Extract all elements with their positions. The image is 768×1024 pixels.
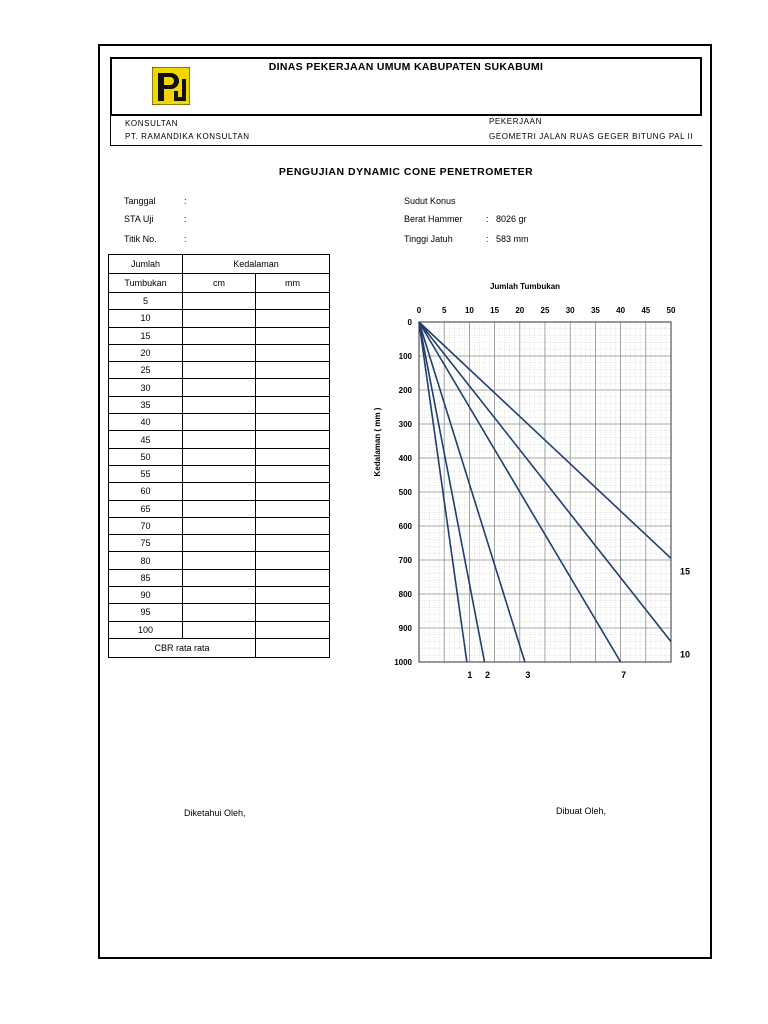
- row-tumbukan: 10: [109, 310, 183, 327]
- row-cm-cell[interactable]: [183, 414, 256, 431]
- series-label-3: 3: [525, 670, 531, 680]
- row-cm-cell[interactable]: [183, 344, 256, 361]
- x-tick-label: 25: [540, 306, 550, 315]
- signature-right: Dibuat Oleh,: [556, 806, 607, 816]
- row-mm-cell[interactable]: [256, 448, 330, 465]
- row-tumbukan: 70: [109, 517, 183, 534]
- form-title: PENGUJIAN DYNAMIC CONE PENETROMETER: [278, 166, 534, 178]
- row-tumbukan: 60: [109, 483, 183, 500]
- row-cm-cell[interactable]: [183, 517, 256, 534]
- row-cm-cell[interactable]: [183, 448, 256, 465]
- row-tumbukan: 45: [109, 431, 183, 448]
- y-tick-label: 600: [398, 522, 412, 531]
- header-box: [110, 57, 702, 116]
- row-cm-cell[interactable]: [183, 293, 256, 310]
- field-value-hammer: 8026 gr: [496, 214, 527, 224]
- table-row: [109, 327, 330, 344]
- consultant-name: PT. RAMANDIKA KONSULTAN: [125, 132, 250, 141]
- x-tick-label: 15: [490, 306, 500, 315]
- row-mm-cell[interactable]: [256, 483, 330, 500]
- dcp-table: [108, 254, 330, 658]
- field-sep-hammer: :: [486, 214, 489, 224]
- dcp-chart: [360, 276, 700, 686]
- signature-left: Diketahui Oleh,: [184, 808, 246, 818]
- row-mm-cell[interactable]: [256, 465, 330, 482]
- table-row: [109, 448, 330, 465]
- table-row: [109, 500, 330, 517]
- field-sep-titik: :: [184, 234, 187, 244]
- table-row: [109, 604, 330, 621]
- row-cm-cell[interactable]: [183, 327, 256, 344]
- series-label-7: 7: [621, 670, 627, 680]
- row-cm-cell[interactable]: [183, 310, 256, 327]
- row-cm-cell[interactable]: [183, 431, 256, 448]
- pu-logo-icon: [152, 67, 190, 105]
- row-cm-cell[interactable]: [183, 587, 256, 604]
- row-mm-cell[interactable]: [256, 431, 330, 448]
- row-tumbukan: 30: [109, 379, 183, 396]
- header-tumbukan: Tumbukan: [109, 274, 183, 293]
- table-row: [109, 379, 330, 396]
- header-cm: cm: [183, 274, 256, 293]
- row-mm-cell[interactable]: [256, 587, 330, 604]
- table-row: [109, 517, 330, 534]
- row-mm-cell[interactable]: [256, 500, 330, 517]
- row-mm-cell[interactable]: [256, 569, 330, 586]
- row-mm-cell[interactable]: [256, 621, 330, 638]
- row-tumbukan: 85: [109, 569, 183, 586]
- row-mm-cell[interactable]: [256, 379, 330, 396]
- row-mm-cell[interactable]: [256, 344, 330, 361]
- field-label-titik: Titik No.: [124, 234, 157, 244]
- x-tick-label: 50: [666, 306, 676, 315]
- sub-header: [110, 116, 702, 146]
- job-name: GEOMETRI JALAN RUAS GEGER BITUNG PAL II: [489, 132, 694, 141]
- table-footer-row: [109, 638, 330, 657]
- table-header-row-2: [109, 274, 330, 293]
- row-tumbukan: 90: [109, 587, 183, 604]
- x-tick-label: 45: [641, 306, 651, 315]
- table-header-row-1: [109, 255, 330, 274]
- row-tumbukan: 65: [109, 500, 183, 517]
- y-tick-label: 100: [398, 352, 412, 361]
- row-cm-cell[interactable]: [183, 604, 256, 621]
- row-mm-cell[interactable]: [256, 517, 330, 534]
- y-tick-label: 900: [398, 624, 412, 633]
- header-mm: mm: [256, 274, 330, 293]
- field-label-tinggi: Tinggi Jatuh: [404, 234, 453, 244]
- field-label-sudut: Sudut Konus: [404, 196, 456, 206]
- row-cm-cell[interactable]: [183, 535, 256, 552]
- y-tick-label: 800: [398, 590, 412, 599]
- row-cm-cell[interactable]: [183, 362, 256, 379]
- series-label-15: 15: [679, 566, 691, 577]
- row-tumbukan: 55: [109, 465, 183, 482]
- x-tick-label: 20: [515, 306, 525, 315]
- x-tick-label: 5: [441, 306, 447, 315]
- row-mm-cell[interactable]: [256, 604, 330, 621]
- row-cm-cell[interactable]: [183, 621, 256, 638]
- y-tick-label: 500: [398, 488, 412, 497]
- field-label-tanggal: Tanggal: [124, 196, 156, 206]
- table-row: [109, 396, 330, 413]
- row-cm-cell[interactable]: [183, 465, 256, 482]
- row-tumbukan: 15: [109, 327, 183, 344]
- row-tumbukan: 25: [109, 362, 183, 379]
- y-tick-label: 200: [398, 386, 412, 395]
- row-mm-cell[interactable]: [256, 396, 330, 413]
- y-tick-label: 400: [398, 454, 412, 463]
- row-mm-cell[interactable]: [256, 310, 330, 327]
- field-label-sta: STA Uji: [124, 214, 154, 224]
- table-row: [109, 431, 330, 448]
- row-mm-cell[interactable]: [256, 535, 330, 552]
- row-cm-cell[interactable]: [183, 552, 256, 569]
- row-tumbukan: 95: [109, 604, 183, 621]
- x-tick-label: 40: [616, 306, 626, 315]
- row-tumbukan: 40: [109, 414, 183, 431]
- cbr-label: CBR rata rata: [109, 638, 256, 657]
- row-tumbukan: 75: [109, 535, 183, 552]
- row-cm-cell[interactable]: [183, 396, 256, 413]
- row-tumbukan: 50: [109, 448, 183, 465]
- row-cm-cell[interactable]: [183, 500, 256, 517]
- header-kedalaman: Kedalaman: [183, 255, 330, 274]
- field-sep-sta: :: [184, 214, 187, 224]
- field-label-hammer: Berat Hammer: [404, 214, 463, 224]
- row-tumbukan: 5: [109, 293, 183, 310]
- row-mm-cell[interactable]: [256, 414, 330, 431]
- field-sep-tanggal: :: [184, 196, 187, 206]
- row-mm-cell[interactable]: [256, 327, 330, 344]
- cbr-value-cell[interactable]: [256, 638, 330, 657]
- series-label-10: 10: [679, 649, 691, 660]
- x-tick-label: 30: [565, 306, 575, 315]
- table-row: [109, 621, 330, 638]
- table-row: [109, 465, 330, 482]
- y-tick-label: 300: [398, 420, 412, 429]
- y-tick-label: 0: [407, 318, 412, 327]
- row-tumbukan: 100: [109, 621, 183, 638]
- field-value-tinggi: 583 mm: [496, 234, 529, 244]
- row-mm-cell[interactable]: [256, 293, 330, 310]
- table-row: [109, 587, 330, 604]
- consultant-label: KONSULTAN: [125, 119, 179, 128]
- table-row: [109, 344, 330, 361]
- row-mm-cell[interactable]: [256, 362, 330, 379]
- y-axis-label: Kedalaman ( mm ): [373, 407, 382, 477]
- table-row: [109, 362, 330, 379]
- table-row: [109, 552, 330, 569]
- header-jumlah: Jumlah: [109, 255, 183, 274]
- x-tick-label: 0: [416, 306, 422, 315]
- y-tick-label: 1000: [394, 658, 412, 667]
- job-label: PEKERJAAN: [489, 117, 542, 126]
- y-tick-label: 700: [398, 556, 412, 565]
- agency-title: DINAS PEKERJAAN UMUM KABUPATEN SUKABUMI: [268, 61, 544, 73]
- table-row: [109, 569, 330, 586]
- field-sep-tinggi: :: [486, 234, 489, 244]
- table-row: [109, 310, 330, 327]
- x-tick-label: 10: [464, 306, 474, 315]
- row-cm-cell[interactable]: [183, 483, 256, 500]
- row-cm-cell[interactable]: [183, 379, 256, 396]
- x-tick-label: 35: [590, 306, 600, 315]
- row-cm-cell[interactable]: [183, 569, 256, 586]
- row-tumbukan: 20: [109, 344, 183, 361]
- series-label-2: 2: [485, 670, 491, 680]
- table-row: [109, 293, 330, 310]
- table-row: [109, 535, 330, 552]
- row-tumbukan: 80: [109, 552, 183, 569]
- chart-title: Jumlah Tumbukan: [489, 282, 561, 291]
- table-row: [109, 414, 330, 431]
- series-label-1: 1: [467, 670, 473, 680]
- row-tumbukan: 35: [109, 396, 183, 413]
- table-row: [109, 483, 330, 500]
- row-mm-cell[interactable]: [256, 552, 330, 569]
